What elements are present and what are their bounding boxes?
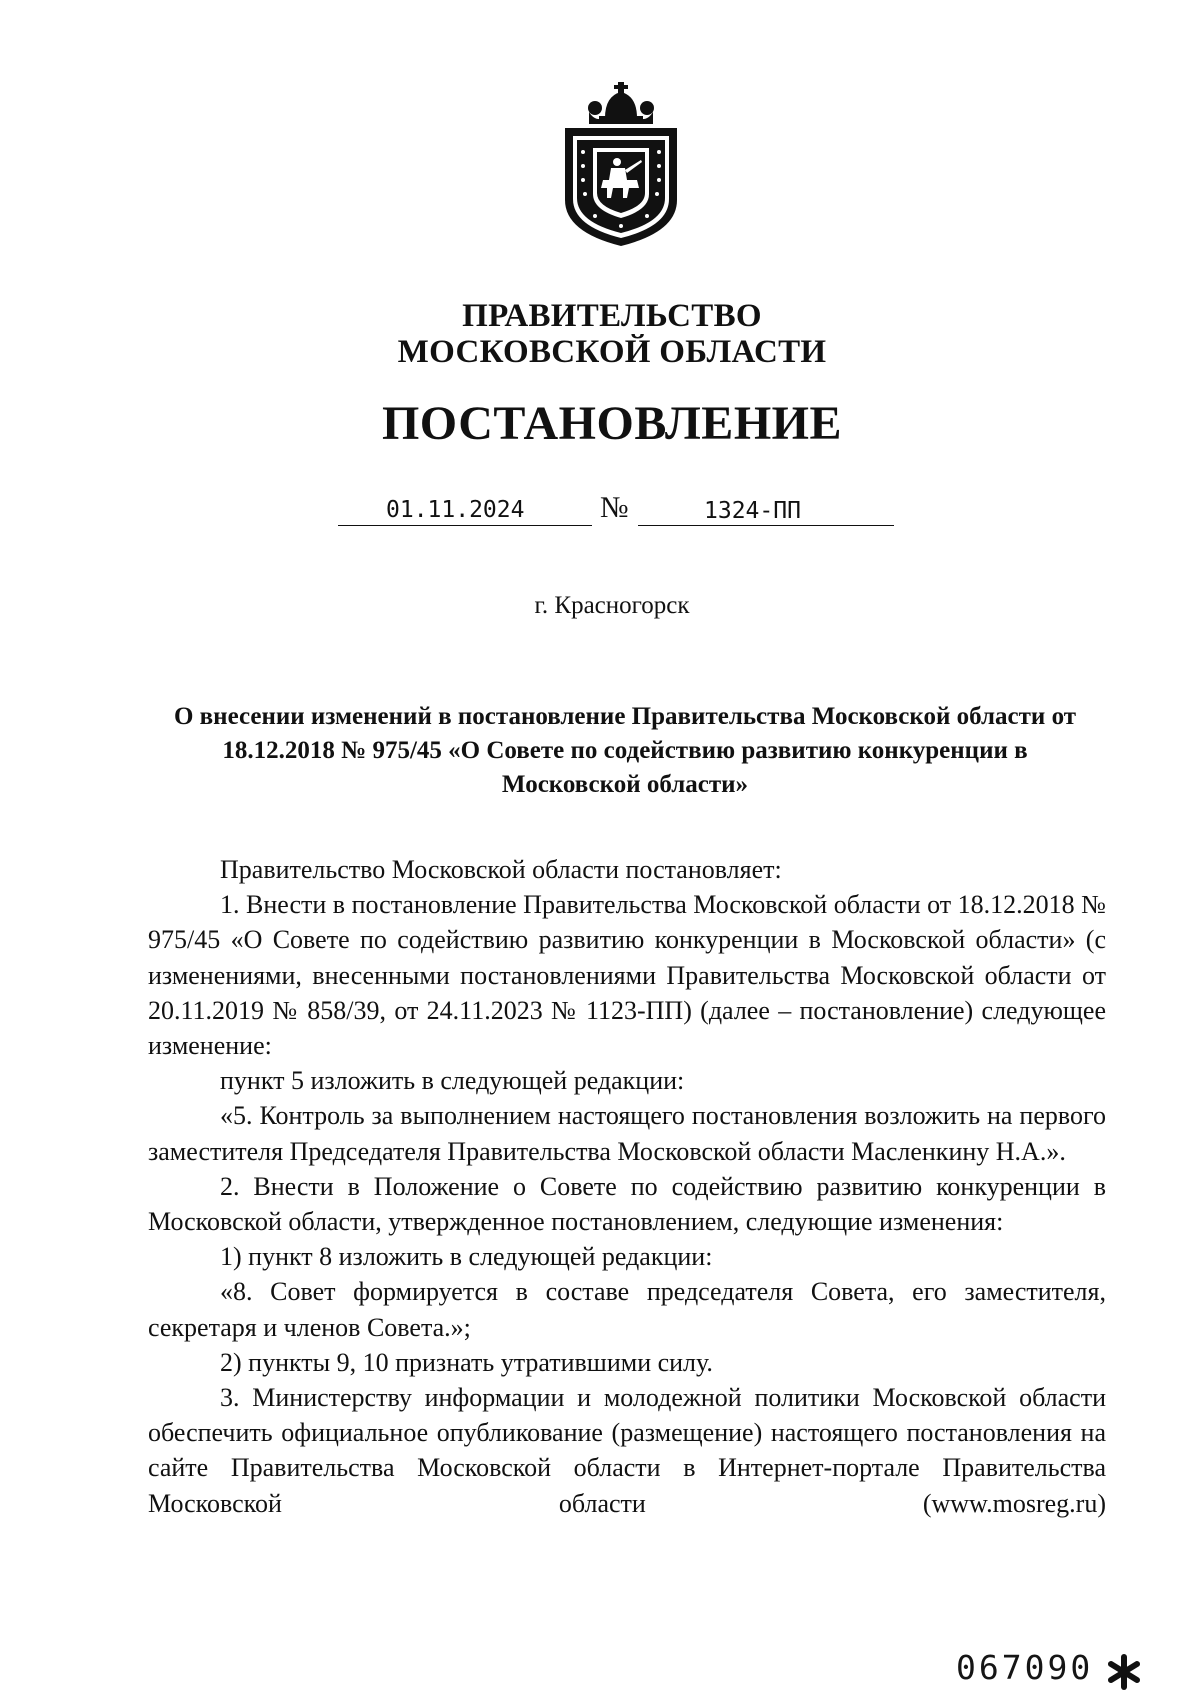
government-title-line2: МОСКОВСКОЙ ОБЛАСТИ (397, 334, 827, 370)
body-paragraph: «8. Совет формируется в составе председателя Совета, его заместителя, секретаря и членов Совета.»; (148, 1277, 1106, 1342)
body-paragraph: Правительство Московской области постановляет: (220, 855, 782, 884)
form-serial-number: 067090 (956, 1648, 1094, 1687)
moscow-oblast-coat-of-arms-icon (555, 82, 687, 248)
date-number-row (0, 491, 1200, 534)
document-subject: О внесении изменений в постановление Правительства Московской области от 18.12.2018 № 975/45 «О Совете по содействию развитию конкуренции в Московской области» (173, 703, 1077, 798)
document-number: 1324-ПП (638, 494, 894, 526)
body-paragraph: пункт 5 изложить в следующей редакции: (220, 1066, 685, 1096)
body-paragraph: 2. Внести в Положение о Совете по содействию развитию конкуренции в Московской области, утвержденное постановлением, следующие изменения: (148, 1171, 1106, 1237)
document-type-heading: ПОСТАНОВЛЕНИЕ (381, 397, 843, 450)
body-paragraph: 2) пункты 9, 10 признать утратившими силу. (220, 1347, 713, 1377)
document-date: 01.11.2024 (338, 494, 592, 526)
body-paragraph: 1) пункт 8 изложить в следующей редакции: (220, 1242, 713, 1272)
body-paragraph: 1. Внести в постановление Правительства Московской области от 18.12.2018 № 975/45 «О Совете по содействию развитию конкуренции в Московской области» (с изменениями, внесенными постановлениями Правительства Московской области от 20.11.2019 № 858/39, от 24.11.2023 № 1123-ПП) (далее – постановление) следующее изменение: (148, 890, 1106, 1061)
number-sign: № (600, 491, 629, 524)
body-paragraph: 3. Министерству информации и молодежной политики Московской области обеспечить официальное опубликование (размещение) настоящего постановления на сайте Правительства Московской области в Интернет-портале Правительства Московской области (www.mosreg.ru) (148, 1383, 1106, 1518)
document-body (148, 852, 1106, 1521)
body-paragraph: «5. Контроль за выполнением настоящего постановления возложить на первого заместителя Председателя Правительства Московской области Масленкину Н.А.». (148, 1101, 1106, 1166)
asterisk-icon (1106, 1654, 1142, 1690)
government-title-line1: ПРАВИТЕЛЬСТВО (462, 298, 762, 334)
city-line: г. Красногорск (534, 592, 690, 619)
